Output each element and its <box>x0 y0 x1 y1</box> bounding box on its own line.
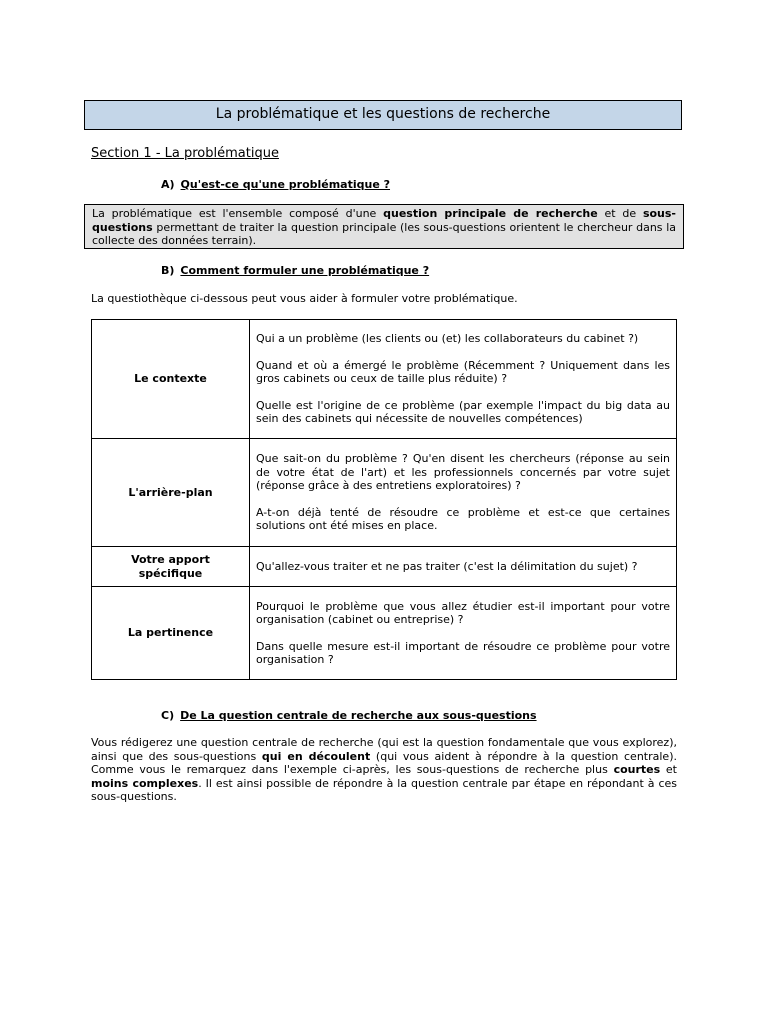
row-content <box>250 320 677 439</box>
intro-paragraph: La questiothèque ci-dessous peut vous aider à formuler votre problématique. <box>91 292 518 305</box>
row-label: L'arrière-plan <box>92 439 250 547</box>
paragraph-text: (qui vous aident à répondre à la question centrale). Comme vous le remarquez dans l'exemple ci-après, les sous-questions de recherche plus <box>91 749 677 776</box>
paragraph-text: et <box>660 763 677 776</box>
subheading-text: Qu'est-ce qu'une problématique ? <box>180 178 391 191</box>
definition-box <box>84 204 684 249</box>
question-item: A-t-on déjà tenté de résoudre ce problème et est-ce que certaines solutions ont été mises en place. <box>256 505 670 533</box>
page-title: La problématique et les questions de recherche <box>84 100 682 130</box>
table-row <box>92 439 677 547</box>
row-label: La pertinence <box>92 587 250 680</box>
row-content <box>250 587 677 680</box>
question-item: Pourquoi le problème que vous allez étudier est-il important pour votre organisation (cabinet ou entreprise) ? <box>256 599 670 626</box>
definition-text: et de <box>597 207 643 220</box>
table-row <box>92 320 677 439</box>
definition-text: permettant de traiter la question principale (les sous-questions orientent le chercheur dans la collecte des données terrain). <box>92 220 676 247</box>
row-content <box>250 547 677 587</box>
subheading-a <box>161 178 390 192</box>
paragraph-bold: qui en découlent <box>261 749 371 763</box>
subheading-letter: A) <box>161 178 175 191</box>
paragraph-text: . Il est ainsi possible de répondre à la question centrale par étape en répondant à ces sous-questions. <box>91 776 677 803</box>
paragraph-bold: courtes <box>613 763 661 776</box>
question-item: Que sait-on du problème ? Qu'en disent les chercheurs (réponse au sein de votre état de l'art) et les professionnels concernés par votre sujet (réponse grâce à des entretiens exploratoires) ? <box>256 452 670 493</box>
definition-bold: question principale de recherche <box>383 207 598 220</box>
section-heading: Section 1 - La problématique <box>91 146 279 161</box>
table-row <box>92 547 677 587</box>
question-item: Dans quelle mesure est-il important de résoudre ce problème pour votre organisation ? <box>256 639 670 666</box>
definition-text: La problématique est l'ensemble composé d'une <box>92 207 384 220</box>
subheading-c <box>161 709 537 723</box>
question-item: Qu'allez-vous traiter et ne pas traiter (c'est la délimitation du sujet) ? <box>256 559 638 573</box>
definition-bold: sous-questions <box>92 207 677 234</box>
subheading-text: De La question centrale de recherche aux sous-questions <box>180 709 537 722</box>
subheading-letter: C) <box>161 709 175 722</box>
row-content <box>250 439 677 547</box>
question-table <box>91 319 677 680</box>
question-item: Quelle est l'origine de ce problème (par exemple l'impact du big data au sein des cabinets qui nécessite de nouvelles compétences) <box>256 398 670 426</box>
paragraph-text: Vous rédigerez une question centrale de recherche (qui est la question fondamentale que vous explorez), ainsi que des sous-questions <box>91 736 677 763</box>
row-label: Le contexte <box>92 320 250 439</box>
question-item: Quand et où a émergé le problème (Récemment ? Uniquement dans les gros cabinets ou ceux de taille plus réduite) ? <box>256 358 670 386</box>
subheading-text: Comment formuler une problématique ? <box>180 264 430 277</box>
subheading-b <box>161 264 429 278</box>
row-label: Votre apport spécifique <box>92 547 250 587</box>
question-item: Qui a un problème (les clients ou (et) les collaborateurs du cabinet ?) <box>256 332 639 346</box>
subheading-letter: B) <box>161 264 175 277</box>
table-row <box>92 587 677 680</box>
paragraph-bold: moins complexes <box>91 776 199 790</box>
paragraph-c <box>91 736 677 804</box>
